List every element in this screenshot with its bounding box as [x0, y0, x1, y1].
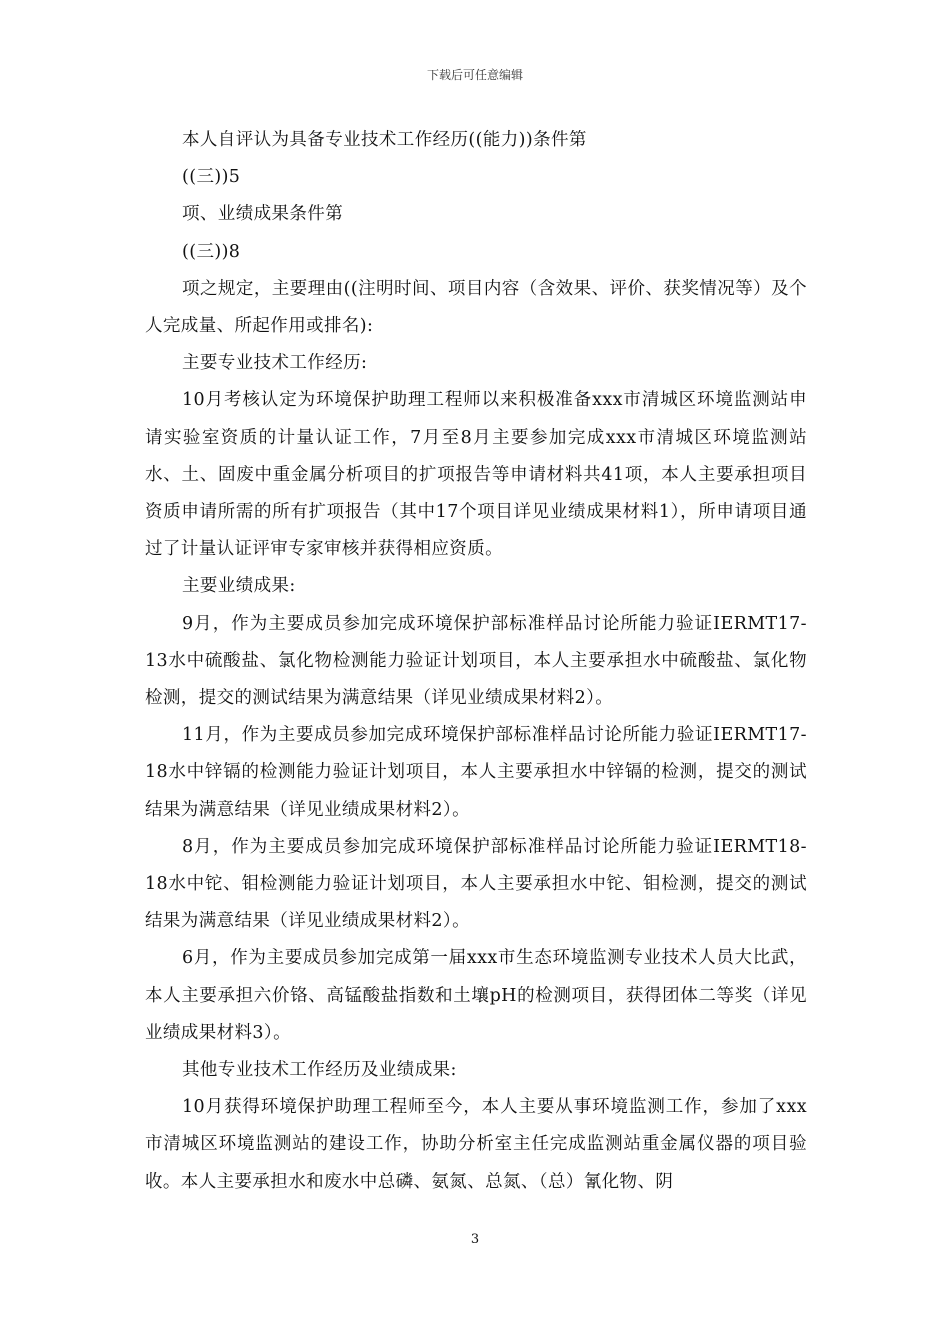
- page-number: 3: [470, 1232, 480, 1247]
- paragraph: 6月，作为主要成员参加完成第一届xxx市生态环境监测专业技术人员大比武，本人主要承担六价铬、高锰酸盐指数和土壤pH的检测项目，获得团体二等奖（详见业绩成果材料3）。: [145, 948, 807, 1043]
- paragraph: 9月，作为主要成员参加完成环境保护部标准样品讨论所能力验证IERMT17-13水中硫酸盐、氯化物检测能力验证计划项目，本人主要承担水中硫酸盐、氯化物检测，提交的测试结果为满意结果（详见业绩成果材料2）。: [145, 613, 807, 709]
- paragraph: 其他专业技术工作经历及业绩成果:: [182, 1060, 457, 1081]
- paragraph: 项、业绩成果条件第: [182, 204, 344, 225]
- paragraph: 项之规定，主要理由((注明时间、项目内容（含效果、评价、获奖情况等）及个人完成量、所起作用或排名):: [145, 278, 807, 337]
- body-text: [145, 122, 807, 1201]
- paragraph: ((三))5: [182, 167, 241, 188]
- page-header: 下载后可任意编辑: [426, 68, 523, 82]
- paragraph: 本人自评认为具备专业技术工作经历((能力))条件第: [182, 130, 587, 150]
- paragraph: 10月获得环境保护助理工程师至今，本人主要从事环境监测工作，参加了xxx市清城区环境监测站的建设工作，协助分析室主任完成监测站重金属仪器的项目验收。本人主要承担水和废水中总磷、氨氮、总氮、（总）氰化物、阴: [145, 1097, 807, 1192]
- paragraph: 8月，作为主要成员参加完成环境保护部标准样品讨论所能力验证IERMT18-18水中铊、钼检测能力验证计划项目，本人主要承担水中铊、钼检测，提交的测试结果为满意结果（详见业绩成果材料2）。: [145, 836, 807, 932]
- paragraph: 主要业绩成果:: [182, 576, 296, 597]
- paragraph: ((三))8: [182, 241, 241, 262]
- paragraph: 11月，作为主要成员参加完成环境保护部标准样品讨论所能力验证IERMT17-18水中锌镉的检测能力验证计划项目，本人主要承担水中锌镉的检测，提交的测试结果为满意结果（详见业绩成果材料2）。: [145, 725, 807, 820]
- paragraph: 10月考核认定为环境保护助理工程师以来积极准备xxx市清城区环境监测站申请实验室资质的计量认证工作，7月至8月主要参加完成xxx市清城区环境监测站水、土、固废中重金属分析项目的扩项报告等申请材料共41项，本人主要承担项目资质申请所需的所有扩项报告（其中17个项目详见业绩成果材料1），所申请项目通过了计量认证评审专家审核并获得相应资质。: [145, 390, 807, 560]
- paragraph: 主要专业技术工作经历:: [182, 353, 368, 374]
